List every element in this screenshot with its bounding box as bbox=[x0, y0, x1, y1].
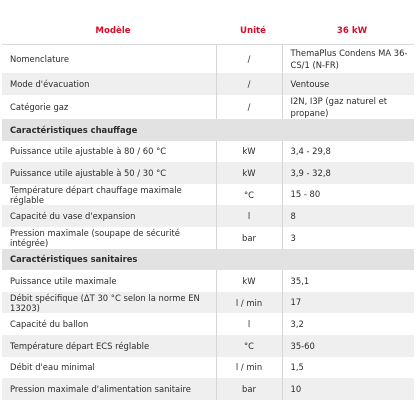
row-unit: / bbox=[216, 45, 282, 74]
row-unit: l / min bbox=[216, 292, 282, 314]
section-title: Caractéristiques chauffage bbox=[2, 119, 414, 141]
row-value: 1,5 bbox=[282, 357, 414, 379]
row-label: Débit d'eau minimal bbox=[2, 357, 216, 379]
section-title: Caractéristiques sanitaires bbox=[2, 249, 414, 271]
table-row bbox=[2, 184, 414, 206]
row-label: Puissance utile ajustable à 80 / 60 °C bbox=[2, 141, 216, 163]
row-unit: °C bbox=[216, 184, 282, 206]
row-label: Catégorie gaz bbox=[2, 95, 216, 119]
table-row bbox=[2, 313, 414, 335]
row-label: Capacité du vase d'expansion bbox=[2, 205, 216, 227]
table-row bbox=[2, 162, 414, 184]
row-label: Température départ ECS réglable bbox=[2, 335, 216, 357]
table-row bbox=[2, 292, 414, 314]
row-value: 3 bbox=[282, 227, 414, 249]
table-row bbox=[2, 205, 414, 227]
row-value: 3,2 bbox=[282, 313, 414, 335]
row-unit: bar bbox=[216, 227, 282, 249]
row-label: Pression maximale (soupape de sécurité intégrée) bbox=[2, 227, 216, 249]
row-label: Capacité du ballon bbox=[2, 313, 216, 335]
section-heading-sanitary bbox=[2, 249, 414, 271]
row-label: Débit spécifique (ΔT 30 °C selon la norme EN 13203) bbox=[2, 292, 216, 314]
row-label: Puissance utile ajustable à 50 / 30 °C bbox=[2, 162, 216, 184]
row-unit: °C bbox=[216, 335, 282, 357]
table-row bbox=[2, 141, 414, 163]
row-unit: kW bbox=[216, 141, 282, 163]
row-label: Mode d'évacuation bbox=[2, 73, 216, 95]
table-header-row bbox=[2, 17, 414, 45]
row-value: 15 - 80 bbox=[282, 184, 414, 206]
table-row bbox=[2, 95, 414, 119]
specifications-table bbox=[2, 17, 414, 400]
row-value: 17 bbox=[282, 292, 414, 314]
row-label: Pression maximale d'alimentation sanitaire bbox=[2, 378, 216, 400]
header-model: Modèle bbox=[2, 17, 216, 45]
table-row bbox=[2, 45, 414, 74]
row-unit: l / min bbox=[216, 357, 282, 379]
row-value: ThemaPlus Condens MA 36-CS/1 (N-FR) bbox=[282, 45, 414, 74]
table-row bbox=[2, 378, 414, 400]
row-label: Température départ chauffage maximale réglable bbox=[2, 184, 216, 206]
row-value: 35-60 bbox=[282, 335, 414, 357]
table-row bbox=[2, 357, 414, 379]
table-row bbox=[2, 270, 414, 292]
table-row bbox=[2, 335, 414, 357]
row-label: Nomenclature bbox=[2, 45, 216, 74]
row-value: Ventouse bbox=[282, 73, 414, 95]
row-value: 10 bbox=[282, 378, 414, 400]
row-unit: kW bbox=[216, 270, 282, 292]
row-value: 8 bbox=[282, 205, 414, 227]
row-unit: bar bbox=[216, 378, 282, 400]
row-label: Puissance utile maximale bbox=[2, 270, 216, 292]
row-unit: / bbox=[216, 73, 282, 95]
table-row bbox=[2, 73, 414, 95]
row-value: 35,1 bbox=[282, 270, 414, 292]
row-unit: kW bbox=[216, 162, 282, 184]
section-heading-heating bbox=[2, 119, 414, 141]
header-unit: Unité bbox=[216, 17, 282, 45]
row-unit: l bbox=[216, 205, 282, 227]
row-value: 3,4 - 29,8 bbox=[282, 141, 414, 163]
row-value: 3,9 - 32,8 bbox=[282, 162, 414, 184]
row-unit: l bbox=[216, 313, 282, 335]
row-unit: / bbox=[216, 95, 282, 119]
row-value: I2N, I3P (gaz naturel et propane) bbox=[282, 95, 414, 119]
header-value: 36 kW bbox=[282, 17, 414, 45]
table-row bbox=[2, 227, 414, 249]
